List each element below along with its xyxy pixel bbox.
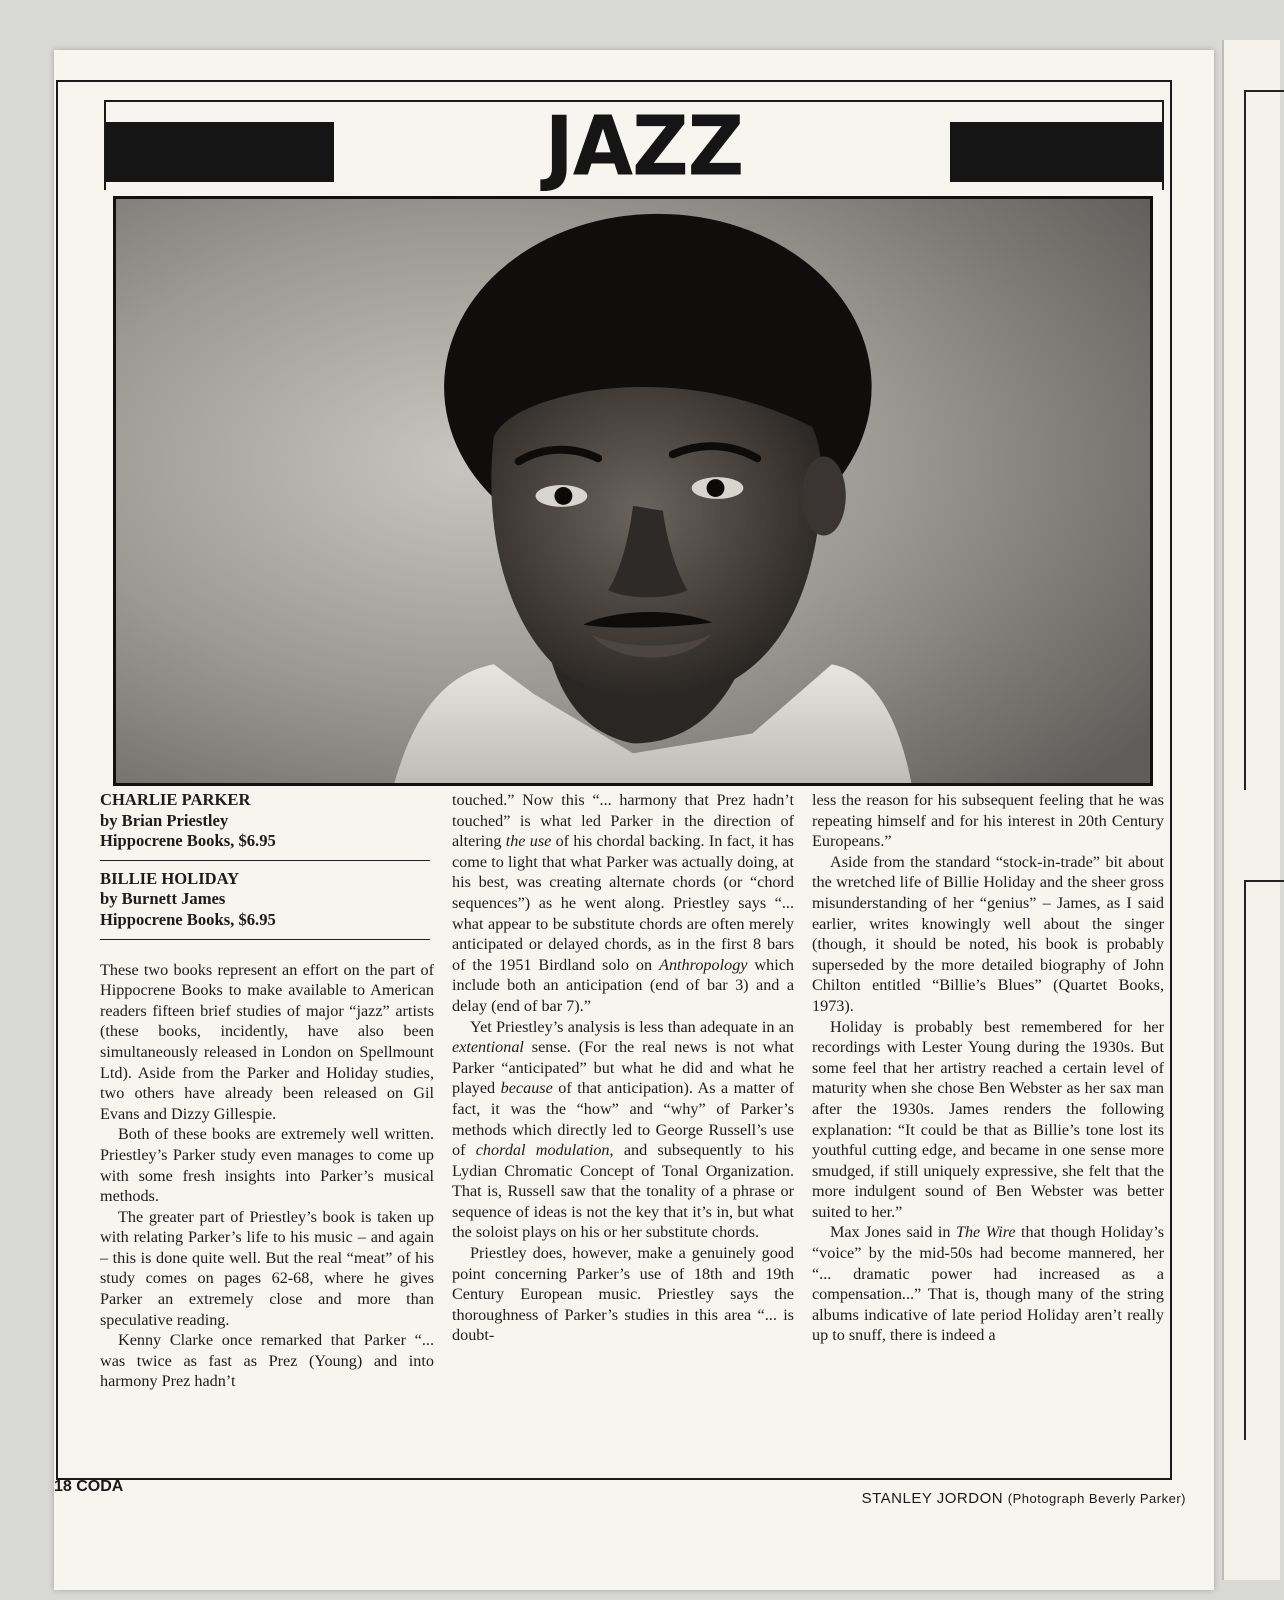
column-3 <box>812 790 1164 1478</box>
adjacent-page-frame <box>1244 90 1284 790</box>
paragraph: touched.” Now this “... harmony that Prez hadn’t touched” is what led Parker in the direction of altering the use of his chordal backing. In fact, it has come to light that what Parker was actually doing, at his best, was creating alternate chords (or “chord sequences”) as he went along. Priestley says “... what appear to be substitute chords are often merely anticipated or delayed chords, as in the first 8 bars of the 1951 Birdland solo on Anthropology which include both an anticipation (end of bar 3) and a delay (end of bar 7).” <box>452 791 794 1015</box>
book-author: by Burnett James <box>100 889 226 909</box>
header-bar-left <box>106 122 334 182</box>
page-number-label: 18 CODA <box>54 1478 124 1495</box>
book-divider <box>100 860 430 861</box>
article-body <box>100 790 1170 1478</box>
column-2 <box>452 790 794 1478</box>
column-1 <box>100 790 434 1478</box>
caption-credit: (Photograph Beverly Parker) <box>1007 1491 1186 1506</box>
book-divider <box>100 939 430 940</box>
paragraph: Kenny Clarke once remarked that Parker “... was twice as fast as Prez (Young) and into harmony Prez hadn’t <box>100 1331 434 1391</box>
paragraph: Aside from the standard “stock-in-trade” bit about the wretched life of Billie Holiday and the sheer gross misunderstanding of her “genius” – James, as I said earlier, writes knowingly well about the singer (though, it should be noted, his book is probably superseded by the more detailed biography of John Chilton entitled “Billie’s Blues” (Quartet Books, 1973). <box>812 852 1164 1015</box>
caption-name: STANLEY JORDON <box>861 1490 1004 1507</box>
paragraph: Both of these books are extremely well written. Priestley’s Parker study even manages to come up with some fresh insights into Parker’s musical methods. <box>100 1125 434 1206</box>
paragraph: less the reason for his subsequent feeling that he was repeating himself and for his interest in 20th Century Europeans.” <box>812 791 1164 851</box>
photo-caption <box>862 1490 1186 1507</box>
adjacent-page-frame <box>1244 880 1284 1440</box>
header-bar-right <box>950 122 1162 182</box>
book-publisher: Hippocrene Books, $6.95 <box>100 831 276 851</box>
paragraph: Max Jones said in The Wire that though Holiday’s “voice” by the mid-50s had become mannered, her “... dramatic power had increased as a compensation...” That is, though many of the string albums indicative of late period Holiday aren’t really up to snuff, there is indeed a <box>812 1223 1165 1345</box>
section-title: JAZZ <box>544 99 744 195</box>
portrait-photo <box>113 196 1153 786</box>
book-entry-holiday <box>100 869 434 931</box>
portrait-illustration <box>116 199 1150 783</box>
magazine-page <box>54 50 1214 1590</box>
book-title: BILLIE HOLIDAY <box>100 868 240 888</box>
paragraph: The greater part of Priestley’s book is taken up with relating Parker’s life to his music – and again – this is done quite well. But the real “meat” of his study comes on pages 62-68, where he gives Parker an extremely close and more than speculative reading. <box>100 1207 434 1329</box>
paragraph: Yet Priestley’s analysis is less than adequate in an extentional sense. (For the real news is not what Parker “anticipated” but what he did and what he played because of that anticipation). As a matter of fact, it was the “how” and “why” of Parker’s methods which directly led to George Russell’s use of chordal modulation, and subsequently to his Lydian Chromatic Concept of Tonal Organization. That is, Russell saw that the tonality of a phrase or sequence of ideas is not the key that it’s in, but what the soloist plays on his or her substitute chords. <box>452 1017 794 1242</box>
book-title: CHARLIE PARKER <box>100 790 251 809</box>
paragraph: Holiday is probably best remembered for her recordings with Lester Young during the 1930s. But some feel that her artistry reached a certain level of maturity when she chose Ben Webster as her sax man after the 1930s. James renders the following explanation: “It could be that as Billie’s tone lost its youthful cutting edge, and became in one sense more smudged, if still uniquely expressive, she felt that the more indulgent sound of Ben Webster was better suited to her.” <box>812 1017 1164 1221</box>
book-publisher: Hippocrene Books, $6.95 <box>100 909 276 929</box>
book-entry-parker <box>100 790 434 852</box>
paragraph: These two books represent an effort on the part of Hippocrene Books to make available to American readers fifteen brief studies of major “jazz” artists (these books, incidently, have also been simultaneously released in London on Spellmount Ltd). Aside from the Parker and Holiday studies, two others have already been released on Gil Evans and Dizzy Gillespie. <box>100 960 434 1123</box>
paragraph: Priestley does, however, make a genuinely good point concerning Parker’s use of 18th and 19th Century European music. Priestley says the thoroughness of Parker’s studies in this area “... is doubt- <box>452 1244 794 1345</box>
section-header <box>104 99 1164 195</box>
adjacent-page-edge <box>1222 40 1280 1580</box>
book-author: by Brian Priestley <box>100 810 229 830</box>
